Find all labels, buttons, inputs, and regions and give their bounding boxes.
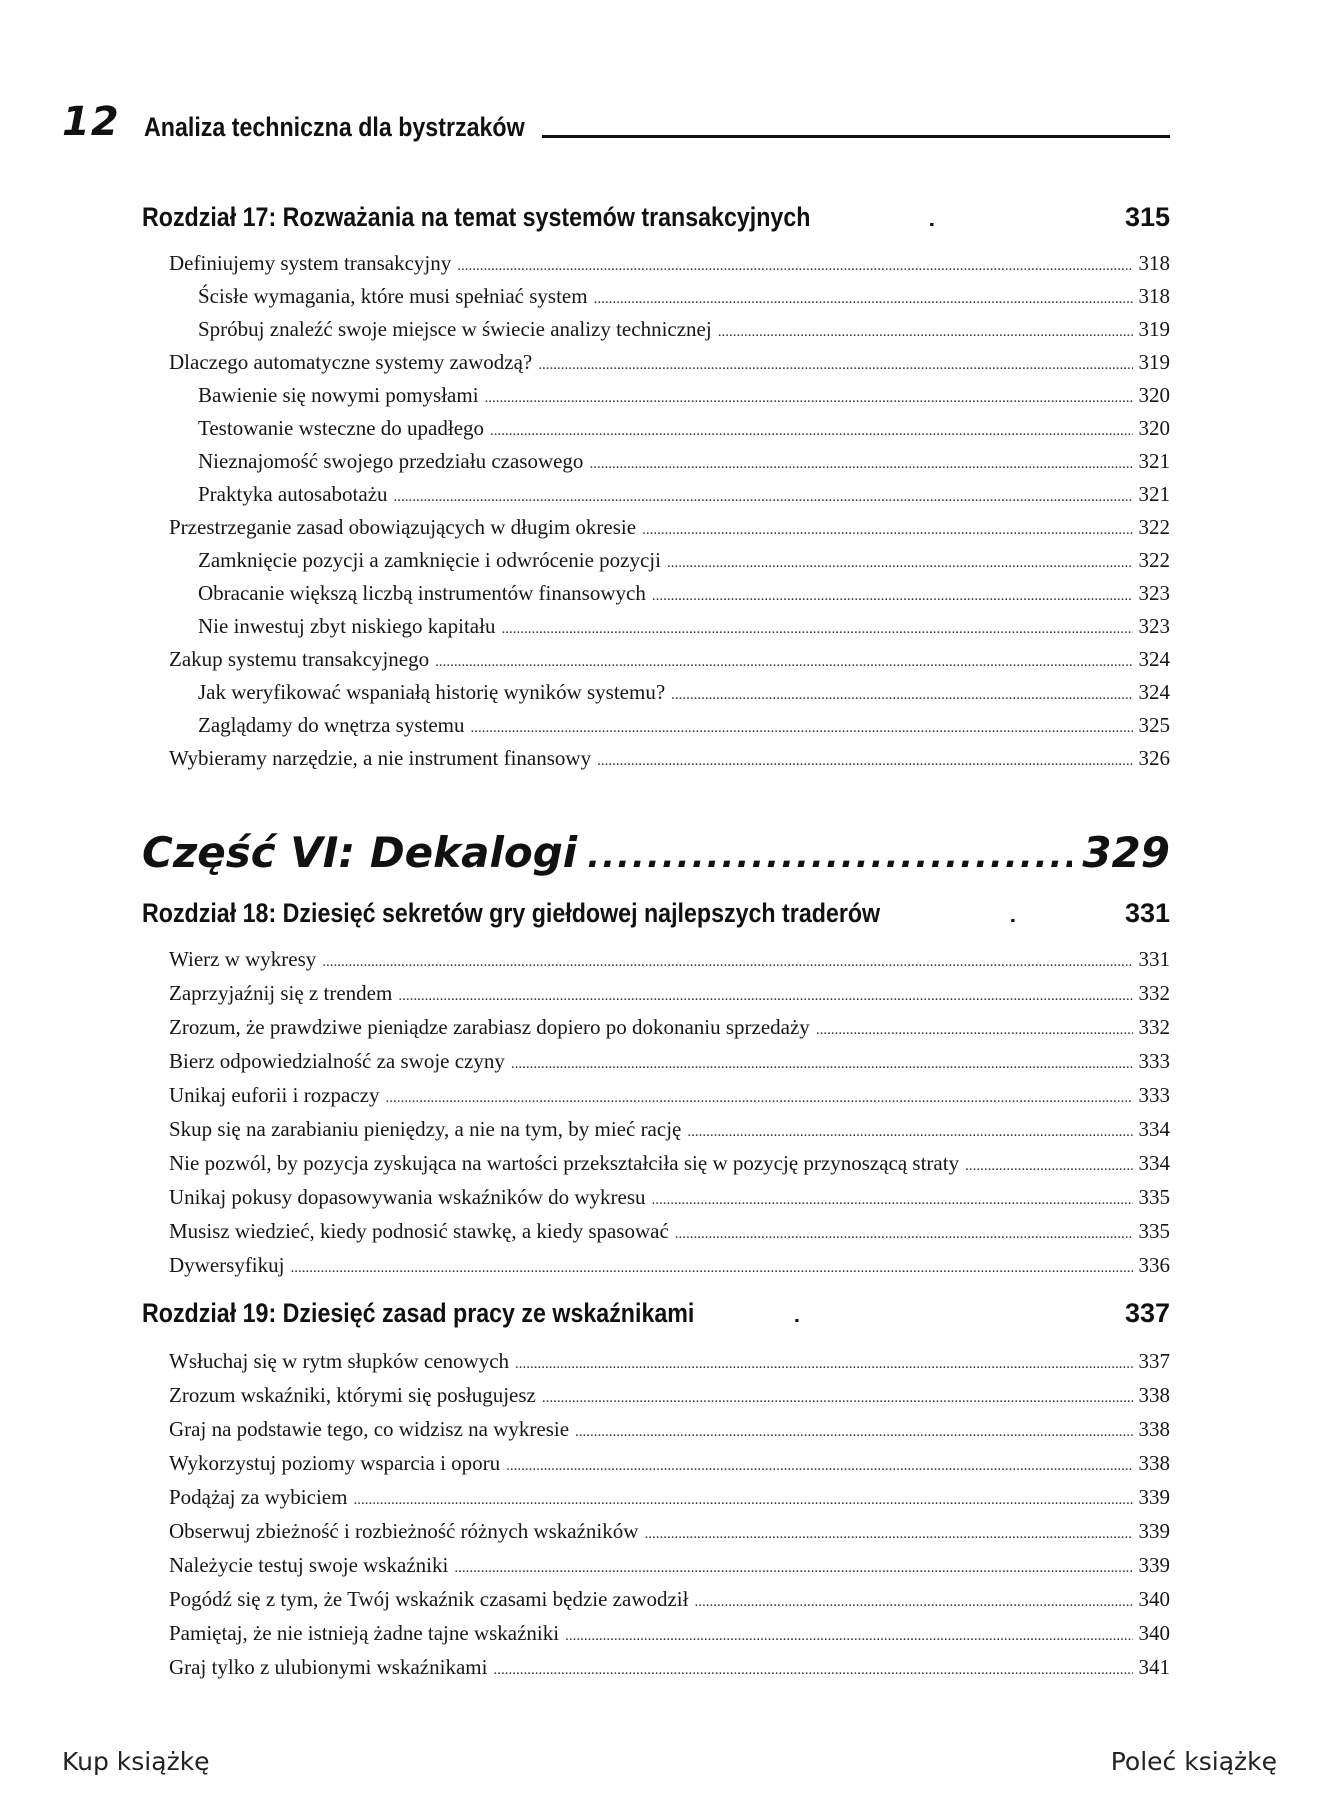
entry-text: Bawienie się nowymi pomysłami [198,383,479,407]
part-title: Część VI: Dekalogi [142,828,578,877]
entry-page: 335 [1138,1185,1170,1209]
toc-entry [198,710,1170,740]
leader-dots [457,248,1132,281]
leader-dots [652,1182,1133,1215]
entry-page: 338 [1138,1451,1170,1475]
entry-page: 331 [1138,947,1170,971]
entry-page: 337 [1138,1349,1170,1373]
entry-text: Zrozum, że prawdziwe pieniądze zarabiasz dopiero po dokonaniu sprzedaży [169,1015,810,1039]
leader-dots [575,1414,1132,1447]
chapter-title: Rozdział 19: Dziesięć zasad pracy ze wskaźnikami [142,1298,695,1328]
entry-text: Podążaj za wybiciem [169,1485,348,1509]
entry-page: 322 [1138,548,1170,572]
toc-entry [198,479,1170,509]
leader-dots [671,677,1132,710]
entry-page: 341 [1138,1655,1170,1679]
leader-dots [511,1046,1133,1079]
toc-entry [169,1618,1170,1648]
chapter-page: 315 [1124,202,1170,232]
toc-entry [169,1652,1170,1682]
entry-page: 339 [1138,1485,1170,1509]
leader-dots [542,1380,1133,1413]
chapter-17-heading [142,202,1170,238]
leader-dots [322,944,1132,977]
entry-page: 320 [1138,416,1170,440]
toc-entry [198,281,1170,311]
entry-page: 332 [1138,1015,1170,1039]
toc-entry [198,578,1170,608]
entry-text: Definiujemy system transakcyjny [169,251,452,275]
leader-dots [490,413,1132,446]
toc-entry [169,1482,1170,1512]
toc-entry [169,1182,1170,1212]
entry-text: Przestrzeganie zasad obowiązujących w długim okresie [169,515,637,539]
entry-page: 338 [1138,1417,1170,1441]
entry-text: Wykorzystuj poziomy wsparcia i oporu [169,1451,501,1475]
leader-dots [589,446,1132,479]
running-header [62,92,1170,145]
leader-dots [594,281,1133,314]
part-page: 329 [1082,828,1170,877]
entry-page: 321 [1138,482,1170,506]
leader-dots [652,578,1133,611]
entry-page: 335 [1138,1219,1170,1243]
toc-entry [169,512,1170,542]
toc-entry [169,944,1170,974]
page-number: 12 [62,99,120,145]
leader-dots [965,1148,1132,1181]
leader-dots [687,1114,1132,1147]
entry-text: Graj na podstawie tego, co widzisz na wykresie [169,1417,570,1441]
entry-text: Ścisłe wymagania, które musi spełniać system [198,284,588,308]
entry-text: Zaglądamy do wnętrza systemu [198,713,465,737]
entry-page: 338 [1138,1383,1170,1407]
leader-dots [398,978,1132,1011]
toc-entry [169,1046,1170,1076]
entry-text: Unikaj euforii i rozpaczy [169,1083,380,1107]
entry-text: Pogódź się z tym, że Twój wskaźnik czasami będzie zawodził [169,1587,689,1611]
toc-entry [169,1346,1170,1376]
entry-page: 339 [1138,1519,1170,1543]
entry-page: 319 [1138,317,1170,341]
leader-dots [644,1516,1132,1549]
entry-page: 323 [1138,581,1170,605]
leader-dots [565,1618,1132,1651]
entry-text: Obracanie większą liczbą instrumentów finansowych [198,581,646,605]
toc-entry [169,1148,1170,1178]
toc-entry [198,545,1170,575]
leader-dots [587,828,1072,877]
leader-dots [454,1550,1132,1583]
leader-dots [485,380,1133,413]
toc-entry [169,1250,1170,1280]
toc-entry [169,743,1170,773]
chapter-18-heading [142,898,1170,934]
entry-text: Obserwuj zbieżność i rozbieżność różnych wskaźników [169,1519,639,1543]
chapter-page: 331 [1124,898,1170,928]
toc-entry [169,1550,1170,1580]
toc-entry [198,413,1170,443]
entry-text: Dywersyfikuj [169,1253,285,1277]
leader-dots [493,1652,1132,1685]
toc-entry [198,380,1170,410]
toc-entry [169,248,1170,278]
recommend-book-link[interactable]: Poleć książkę [1110,1747,1277,1776]
toc-entry [169,1380,1170,1410]
entry-page: 320 [1138,383,1170,407]
entry-text: Pamiętaj, że nie istnieją żadne tajne wskaźniki [169,1621,560,1645]
entry-text: Wierz w wykresy [169,947,317,971]
leader-dots [675,1216,1133,1249]
leader-dots [471,710,1133,743]
entry-page: 340 [1138,1621,1170,1645]
toc-entry [169,978,1170,1008]
entry-page: 318 [1138,284,1170,308]
entry-page: 326 [1138,746,1170,770]
entry-text: Wsłuchaj się w rytm słupków cenowych [169,1349,510,1373]
toc-entry [198,314,1170,344]
toc-entry [169,1216,1170,1246]
entry-page: 334 [1138,1117,1170,1141]
entry-page: 323 [1138,614,1170,638]
entry-text: Dlaczego automatyczne systemy zawodzą? [169,350,533,374]
leader-dots [667,545,1133,578]
entry-page: 321 [1138,449,1170,473]
entry-page: 319 [1138,350,1170,374]
leader-dots [501,611,1132,644]
entry-page: 325 [1138,713,1170,737]
part-heading [142,828,1170,884]
toc-entry [169,1012,1170,1042]
entry-text: Graj tylko z ulubionymi wskaźnikami [169,1655,488,1679]
entry-text: Skup się na zarabianiu pieniędzy, a nie na tym, by mieć rację [169,1117,682,1141]
header-rule [542,135,1170,138]
entry-text: Nie pozwól, by pozycja zyskująca na wartości przekształciła się w pozycję przynoszącą straty [169,1151,960,1175]
leader-dots [597,743,1132,776]
leader-dots [435,644,1132,677]
leader-dots [694,1584,1132,1617]
toc-entry [198,677,1170,707]
entry-text: Zrozum wskaźniki, którymi się posługujesz [169,1383,536,1407]
chapter-title: Rozdział 18: Dziesięć sekretów gry giełdowej najlepszych traderów [142,898,881,928]
leader-dots [929,202,1115,233]
entry-text: Nie inwestuj zbyt niskiego kapitału [198,614,496,638]
entry-text: Wybieramy narzędzie, a nie instrument finansowy [169,746,592,770]
leader-dots [794,1298,1115,1329]
leader-dots [718,314,1133,347]
leader-dots [816,1012,1133,1045]
entry-text: Praktyka autosabotażu [198,482,388,506]
entry-page: 324 [1138,680,1170,704]
leader-dots [386,1080,1133,1113]
entry-text: Bierz odpowiedzialność za swoje czyny [169,1049,505,1073]
toc-entry [169,1584,1170,1614]
entry-page: 336 [1138,1253,1170,1277]
leader-dots [394,479,1133,512]
toc-entry [169,644,1170,674]
entry-page: 332 [1138,981,1170,1005]
leader-dots [642,512,1132,545]
entry-text: Spróbuj znaleźć swoje miejsce w świecie analizy technicznej [198,317,712,341]
toc-entry [169,1114,1170,1144]
entry-text: Zakup systemu transakcyjnego [169,647,430,671]
entry-page: 318 [1138,251,1170,275]
entry-page: 322 [1138,515,1170,539]
entry-page: 333 [1138,1083,1170,1107]
toc-entry [169,1414,1170,1444]
entry-page: 340 [1138,1587,1170,1611]
leader-dots [515,1346,1132,1379]
leader-dots [290,1250,1132,1283]
chapter-page: 337 [1124,1298,1170,1328]
book-title: Analiza techniczna dla bystrzaków [143,112,525,142]
toc-entry [169,1080,1170,1110]
toc-entry [169,1516,1170,1546]
entry-page: 334 [1138,1151,1170,1175]
entry-text: Nieznajomość swojego przedziału czasowego [198,449,584,473]
leader-dots [506,1448,1132,1481]
chapter-19-heading [142,1298,1170,1334]
entry-page: 324 [1138,647,1170,671]
toc-entry [169,347,1170,377]
toc-entry [198,446,1170,476]
entry-page: 333 [1138,1049,1170,1073]
entry-page: 339 [1138,1553,1170,1577]
entry-text: Musisz wiedzieć, kiedy podnosić stawkę, a kiedy spasować [169,1219,669,1243]
entry-text: Jak weryfikować wspaniałą historię wyników systemu? [198,680,666,704]
entry-text: Zamknięcie pozycji a zamknięcie i odwrócenie pozycji [198,548,661,572]
chapter-title: Rozdział 17: Rozważania na temat systemów transakcyjnych [142,202,811,232]
toc-entry [198,611,1170,641]
toc-entry [169,1448,1170,1478]
leader-dots [1010,898,1115,929]
entry-text: Należycie testuj swoje wskaźniki [169,1553,449,1577]
entry-text: Testowanie wsteczne do upadłego [198,416,485,440]
leader-dots [353,1482,1132,1515]
leader-dots [538,347,1132,380]
entry-text: Zaprzyjaźnij się z trendem [169,981,393,1005]
entry-text: Unikaj pokusy dopasowywania wskaźników do wykresu [169,1185,646,1209]
buy-book-link[interactable]: Kup książkę [62,1747,210,1776]
